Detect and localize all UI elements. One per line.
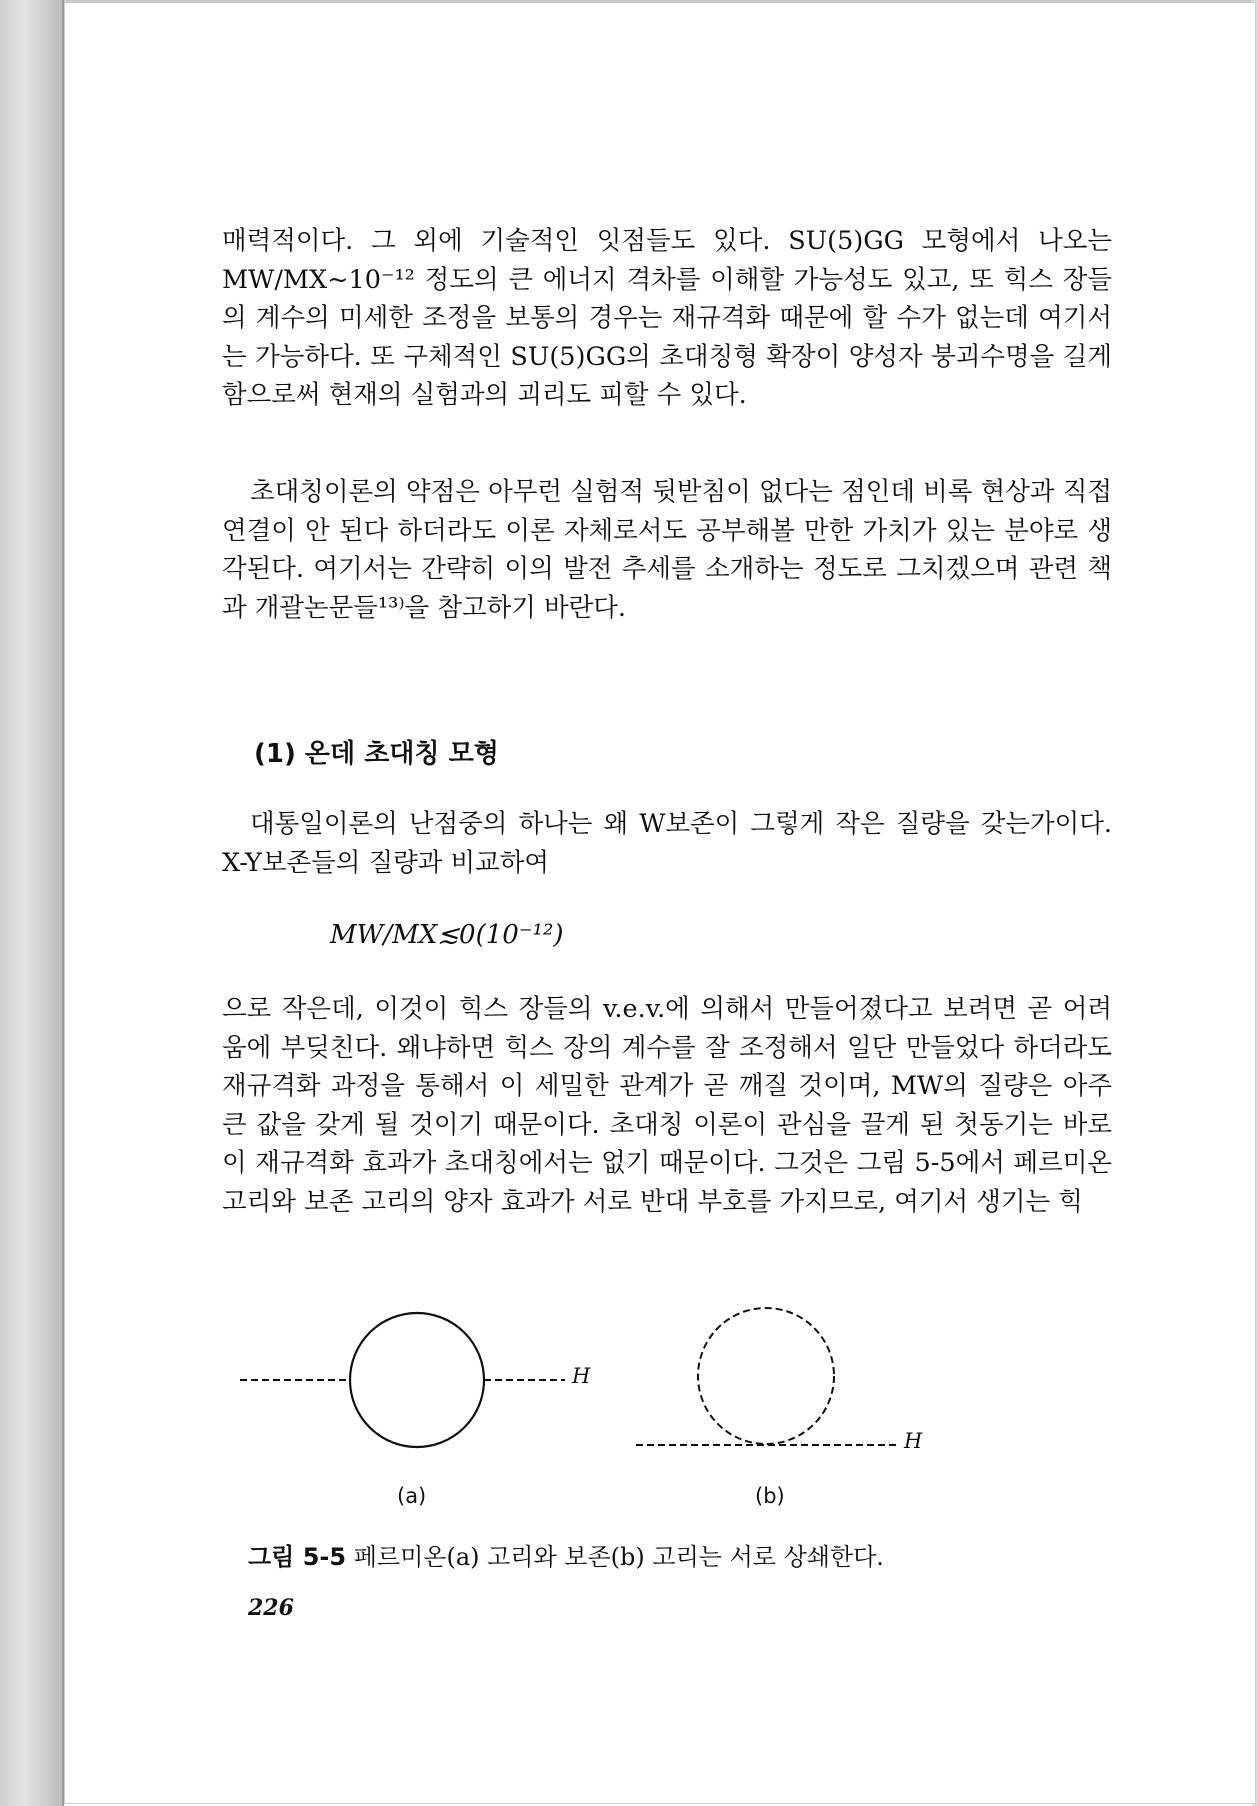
panel-label-b: (b) [755,1484,785,1508]
figure-5-5 [230,1300,950,1508]
higgs-label-b: H [904,1429,923,1453]
page-number: 226 [248,1595,294,1621]
paragraph-2: 초대칭이론의 약점은 아무런 실험적 뒷받침이 없다는 점인데 비록 현상과 직접 연결이 안 된다 하더라도 이론 자체로서도 공부해볼 만한 가치가 있는 분야로 생각된다. 여기서는 간략히 이의 발전 추세를 소개하는 정도로 그치겠으며 관련 책과 개괄논문들¹³⁾을 참고하기 바란다. [222,477,1112,623]
section-heading: (1) 온데 초대칭 모형 [254,739,499,769]
boson-loop [698,1308,834,1444]
book-spine [0,0,64,1806]
caption-number: 그림 5-5 [248,1543,347,1571]
fermion-loop [350,1313,484,1447]
panel-label-a: (a) [397,1484,427,1508]
figure-caption [248,1537,884,1572]
paragraph-4: 으로 작은데, 이것이 힉스 장들의 v.e.v.에 의해서 만들어졌다고 보려면 곧 어려움에 부딪친다. 왜냐하면 힉스 장의 계수를 잘 조정해서 일단 만들었다 하더라도 재규격화 과정을 통해서 이 세밀한 관계가 곧 깨질 것이며, MW의 질량은 아주 큰 값을 갖게 될 것이기 때문이다. 초대칭 이론이 관심을 끌게 된 첫동기는 바로 이 재규격화 효과가 초대칭에서는 없기 때문이다. 그것은 그림 5-5에서 페르미온 고리와 보존 고리의 양자 효과가 서로 반대 부호를 가지므로, 여기서 생기는 힉 [222,994,1112,1217]
equation: MW/MX≲0(10⁻¹²) [330,920,564,950]
higgs-label-a: H [572,1364,591,1388]
caption-text: 페르미온(a) 고리와 보존(b) 고리는 서로 상쇄한다. [346,1543,884,1571]
paragraph-1: 매력적이다. 그 외에 기술적인 잇점들도 있다. SU(5)GG 모형에서 나오는 MW/MX~10⁻¹² 정도의 큰 에너지 격차를 이해할 가능성도 있고, 또 힉스 장들의 계수의 미세한 조정을 보통의 경우는 재규격화 때문에 할 수가 없는데 여기서는 가능하다. 또 구체적인 SU(5)GG의 초대칭형 확장이 양성자 붕괴수명을 길게 함으로써 현재의 실험과의 괴리도 피할 수 있다. [222,226,1112,410]
paragraph-3: 대통일이론의 난점중의 하나는 왜 W보존이 그렇게 작은 질량을 갖는가이다. X-Y보존들의 질량과 비교하여 [222,809,1112,878]
